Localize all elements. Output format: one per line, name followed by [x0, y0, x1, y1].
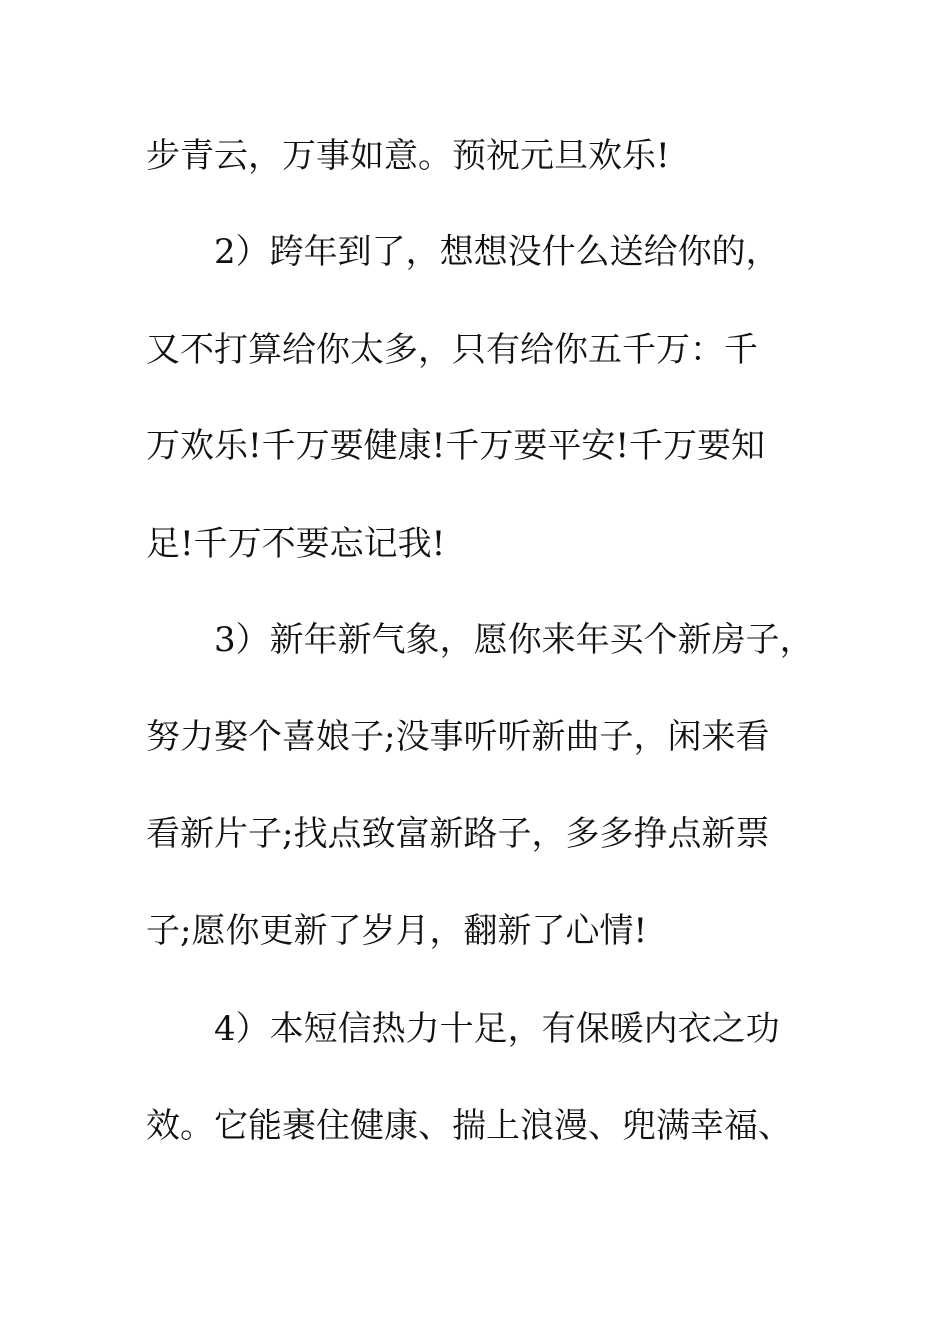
paragraph-2-first-line: 2）跨年到了，想想没什么送给你的， — [214, 232, 780, 272]
text-line: 又不打算给你太多，只有给你五千万：千 — [146, 330, 758, 370]
text-line: 步青云，万事如意。预祝元旦欢乐! — [146, 136, 670, 176]
text-line: 足!千万不要忘记我! — [146, 524, 446, 564]
text-line: 效。它能裹住健康、揣上浪漫、兜满幸福、 — [146, 1106, 792, 1146]
text-line: 看新片子;找点致富新路子，多多挣点新票 — [146, 814, 770, 854]
text-line: 子;愿你更新了岁月，翻新了心情! — [146, 911, 648, 951]
paragraph-4-first-line: 4）本短信热力十足，有保暖内衣之功 — [214, 1009, 780, 1049]
text-line: 努力娶个喜娘子;没事听听新曲子，闲来看 — [146, 717, 770, 757]
paragraph-3-first-line: 3）新年新气象，愿你来年买个新房子， — [214, 620, 814, 660]
text-line: 万欢乐!千万要健康!千万要平安!千万要知 — [146, 426, 765, 466]
